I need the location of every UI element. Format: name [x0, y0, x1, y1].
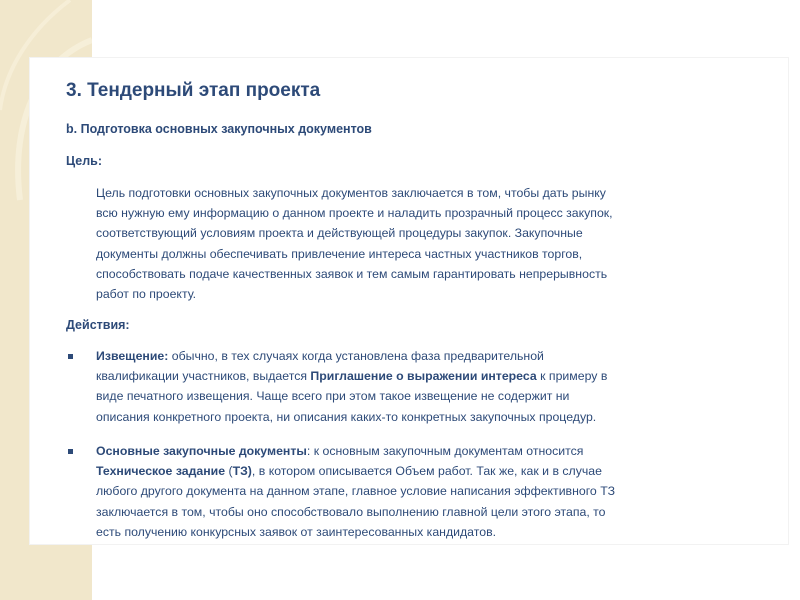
bullet-notice-line-2	[96, 366, 736, 386]
documents-text: , в котором описывается Объем работ. Так же, как и в случае	[251, 464, 602, 479]
bullet-notice	[96, 346, 736, 427]
goal-line: способствовать подаче качественных заявок и тем самым гарантировать непрерывность	[96, 266, 608, 281]
bullet-notice-line-1	[96, 346, 736, 366]
bullet-documents	[96, 441, 736, 542]
goal-line: всю нужную ему информацию о данном проекте и наладить прозрачный процесс закупок,	[96, 206, 613, 221]
goal-paragraph	[96, 183, 736, 304]
bullet-documents-line-1	[96, 441, 736, 461]
documents-text: : к основным закупочным документам относится	[306, 444, 584, 458]
bullet-square-icon	[68, 354, 73, 359]
documents-text: (	[225, 464, 233, 479]
goal-line: соответствующий условиям проекта и действующей процедуры закупок. Закупочные	[96, 226, 583, 241]
actions-heading: Действия:	[66, 318, 130, 332]
notice-text: обычно, в тех случаях когда установлена фаза предварительной	[168, 349, 544, 363]
notice-text: к примеру в	[536, 369, 608, 384]
slide-subtitle: b. Подготовка основных закупочных документов	[66, 122, 372, 136]
notice-term: Извещение:	[96, 349, 169, 363]
bullet-documents-line-3: любого другого документа на данном этапе, главное условие написания эффективного ТЗ	[96, 484, 615, 499]
bullet-notice-line-3: виде печатного извещения. Чаще всего при этом такое извещение не содержит ни	[96, 389, 570, 404]
notice-text: квалификации участников, выдается	[96, 369, 311, 384]
goal-heading: Цель:	[66, 154, 103, 168]
bullet-documents-line-2	[96, 461, 736, 481]
bullet-notice-line-4: описания конкретного проекта, ни описания каких-то конкретных закупочных процедур.	[96, 409, 597, 424]
bullet-documents-line-4: заключается в том, чтобы оно способствовало выполнению главной цели этого этапа, то	[96, 504, 606, 519]
tech-task-term: Техническое задание	[96, 464, 226, 479]
bullet-square-icon	[68, 449, 73, 454]
documents-term: Основные закупочные документы	[96, 444, 307, 458]
goal-line: работ по проекту.	[96, 287, 197, 302]
invitation-term: Приглашение о выражении интереса	[310, 369, 537, 384]
slide-title: 3. Тендерный этап проекта	[66, 80, 321, 101]
bullet-documents-line-5: есть получению конкурсных заявок от заинтересованных кандидатов.	[96, 524, 497, 539]
goal-line: Цель подготовки основных закупочных документов заключается в том, чтобы дать рынку	[96, 186, 606, 200]
goal-line: документы должны обеспечивать привлечение интереса частных участников торгов,	[96, 246, 583, 261]
tz-abbr: ТЗ)	[232, 464, 252, 479]
